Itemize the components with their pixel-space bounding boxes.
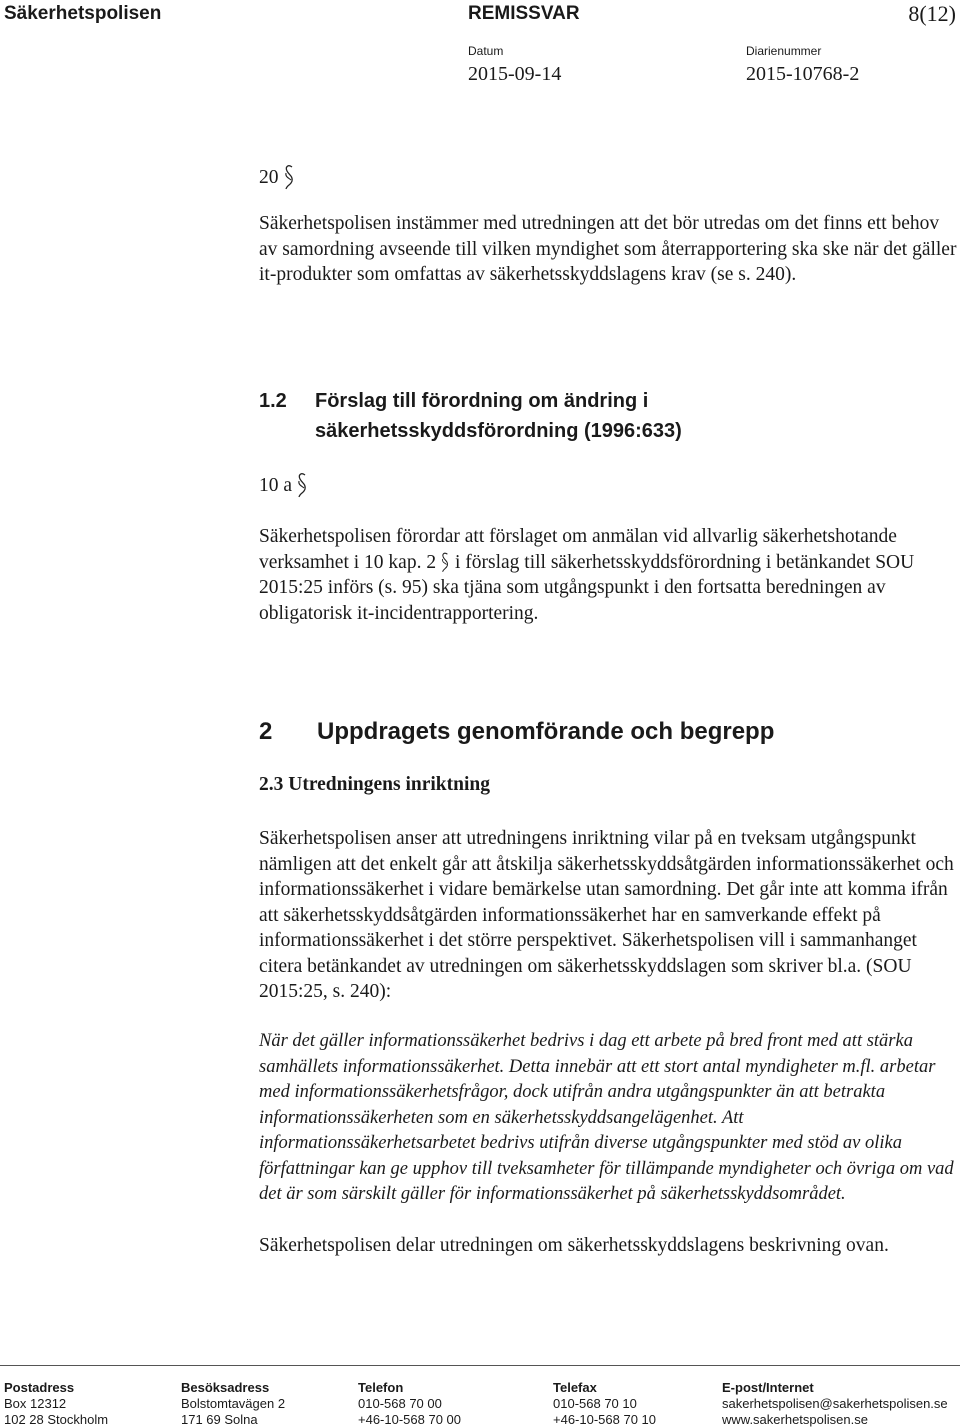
footer-email-link[interactable]: sakerhetspolisen@sakerhetspolisen.se <box>722 1396 948 1411</box>
section-number: 10 a <box>259 475 293 496</box>
section-heading-10a <box>259 471 308 501</box>
paragraph-text-part: Säkerhetspolisen förordar att förslaget om anmälan vid allvarlig säkerhetshotande verksamhet i 10 kap. 2 <box>259 526 897 573</box>
paragraph-section-10a <box>259 524 954 626</box>
header-date-label: Datum <box>468 44 504 58</box>
footer-title: Telefon <box>358 1380 404 1395</box>
paragraph-section-20: Säkerhetspolisen instämmer med utredningen att det bör utredas om det finns ett behov av samordning avseende till vilken myndighet som återrapportering ska ske när det gäller it-produkter som omfattas av säkerhetsskyddslagens krav (se s. 240). <box>259 213 957 285</box>
footer-title: Postadress <box>4 1380 75 1395</box>
quote-block: När det gäller informationssäkerhet bedrivs i dag ett arbete på bred front med att stärka samhällets informationssäkerhet. Detta innebär att ett stort antal myndigheter m.fl. arbetar med informationssäkerhetsfrågor, dock utifrån andra utgångspunkter än att betrakta informationssäkerheten som en säkerhetsskyddsangelägenhet. Att informationssäkerhetsarbetet bedrivs utifrån diverse utgångspunkter med stöd av olika författningar kan ge upphov till tveksamheter för tillämpande myndigheter och övriga om vad det är som särskilt gäller för informationssäkerhet på säkerhetsskyddsområdet. <box>259 1031 954 1204</box>
footer-line: +46-10-568 70 10 <box>553 1412 657 1427</box>
footer-line: +46-10-568 70 00 <box>358 1412 462 1427</box>
header-page-number: 8(12) <box>908 1 956 26</box>
footer-postadress <box>4 1380 108 1428</box>
section-number: 20 <box>259 167 279 188</box>
footer-line: 171 69 Solna <box>181 1412 258 1427</box>
footer-line: Box 12312 <box>4 1396 67 1411</box>
heading-2: Uppdragets genomförande och begrepp <box>317 718 775 745</box>
section-sign-icon <box>283 163 295 193</box>
footer-title: Telefax <box>553 1380 597 1395</box>
heading-number-2: 2 <box>259 718 273 745</box>
footer-line: 010-568 70 00 <box>358 1396 442 1411</box>
section-heading-20 <box>259 163 295 193</box>
section-sign-icon <box>296 471 308 501</box>
footer-line: 102 28 Stockholm <box>4 1412 109 1427</box>
header-date: 2015-09-14 <box>468 63 562 85</box>
footer-epost <box>722 1380 948 1428</box>
header-org-name: Säkerhetspolisen <box>4 3 162 24</box>
paragraph-final: Säkerhetspolisen delar utredningen om säkerhetsskyddslagens beskrivning ovan. <box>259 1235 889 1256</box>
section-sign-icon <box>440 551 450 575</box>
header-document-type: REMISSVAR <box>468 3 580 24</box>
footer-website-link[interactable]: www.sakerhetspolisen.se <box>722 1412 868 1427</box>
heading-2-3: 2.3 Utredningens inriktning <box>259 774 490 795</box>
heading-number-1-2: 1.2 <box>259 390 287 412</box>
footer-telefax <box>553 1380 656 1428</box>
footer-line: 010-568 70 10 <box>553 1396 637 1411</box>
header-diary-number: 2015-10768-2 <box>746 63 860 85</box>
paragraph-2-3: Säkerhetspolisen anser att utredningens inriktning vilar på en tveksam utgångspunkt nämligen att det enkelt går att åtskilja säkerhetsskyddsåtgärden informationssäkerhet och informationssäkerhet i vidare bemärkelse utan samordning. Det går inte att komma ifrån att säkerhetsskyddsåtgärden informationssäkerhet har en samverkande effekt på informationssäkerhet i det större perspektivet. Säkerhetspolisen vill i sammanhanget citera betänkandet av utredningen om säkerhetsskyddslagen som skriver bl.a. (SOU 2015:25, s. 240): <box>259 828 954 1002</box>
footer-divider <box>0 1365 960 1366</box>
footer-title: E-post/Internet <box>722 1380 814 1395</box>
header-diary-label: Diarienummer <box>746 44 822 58</box>
footer-title: Besöksadress <box>181 1380 270 1395</box>
footer-besoksadress <box>181 1380 285 1428</box>
paragraph-text-part: i förslag till säkerhetsskyddsförordning i betänkandet SOU 2015:25 införs (s. 95) ska tjäna som utgångspunkt i den fortsatta beredningen av obligatorisk it-incidentrapportering. <box>259 551 915 624</box>
footer-telefon <box>358 1380 461 1428</box>
footer-line: Bolstomtavägen 2 <box>181 1396 286 1411</box>
heading-1-2: Förslag till förordning om ändring i säkerhetsskyddsförordning (1996:633) <box>315 390 682 442</box>
